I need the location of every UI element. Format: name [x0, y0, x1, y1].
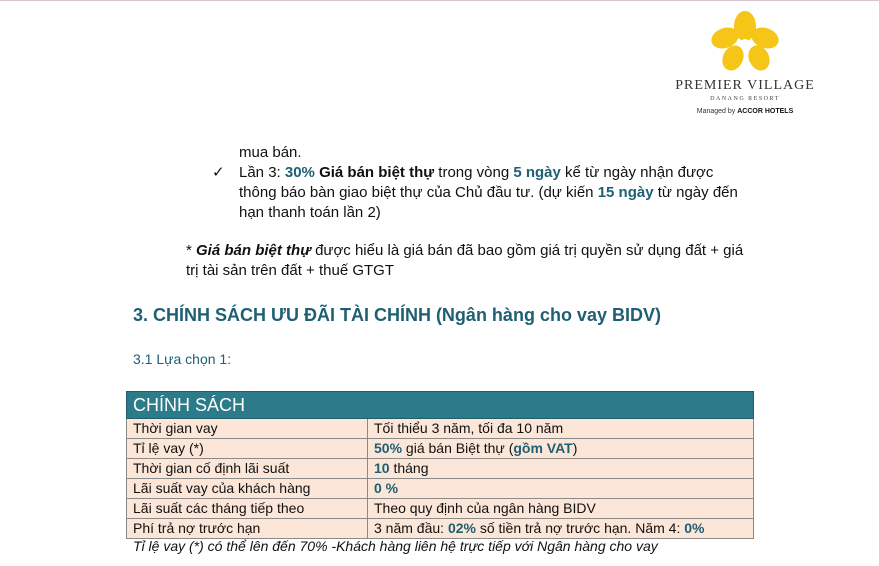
r3-v-a: 0 % — [374, 480, 399, 496]
row-label: Thời gian cố định lãi suất — [127, 459, 368, 479]
table-footnote: Tỉ lệ vay (*) có thể lên đến 70% -Khách hàng liên hệ trực tiếp với Ngân hàng cho vay — [133, 538, 658, 554]
def-star: * — [186, 242, 197, 259]
brand-name: PREMIER VILLAGE — [675, 78, 815, 93]
row-value — [368, 459, 754, 479]
table-row — [127, 419, 754, 439]
r2-v-a: 10 — [374, 460, 390, 476]
flower-icon — [709, 10, 781, 74]
brand-subtitle: DANANG RESORT — [710, 96, 780, 102]
table-header: CHÍNH SÁCH — [127, 392, 754, 419]
managed-prefix: Managed by — [696, 108, 736, 115]
l4-a: thông báo bàn giao biệt thự của Chủ đầu tư. (dự kiến — [239, 184, 598, 201]
body-line-3: hạn thanh toán lần 2) — [239, 204, 381, 221]
checkmark-icon: ✓ — [212, 164, 225, 181]
top-border — [0, 0, 879, 1]
resort-logo — [675, 10, 815, 130]
body-line-0: mua bán. — [239, 144, 302, 161]
definition-line-2: trị tài sản trên đất + thuế GTGT — [186, 262, 395, 279]
row-label: Lãi suất vay của khách hàng — [127, 479, 368, 499]
policy-table — [126, 391, 754, 539]
r5-v-b: 02% — [447, 520, 476, 536]
table-row — [127, 459, 754, 479]
row-label: Lãi suất các tháng tiếp theo — [127, 499, 368, 519]
l3-c: Giá bán biệt thự — [314, 164, 435, 181]
r2-v-b: tháng — [389, 460, 429, 476]
row-label: Phí trả nợ trước hạn — [127, 519, 368, 539]
row-value — [368, 519, 754, 539]
l3-a: Lần 3: — [239, 164, 285, 181]
r1-v-b: giá bán Biệt thự ( — [402, 440, 514, 456]
section-heading: 3. CHÍNH SÁCH ƯU ĐÃI TÀI CHÍNH (Ngân hàng cho vay BIDV) — [133, 305, 661, 325]
table-row — [127, 439, 754, 459]
body-line-2 — [239, 183, 738, 203]
body-line-1 — [239, 163, 713, 183]
r1-v-d: ) — [572, 440, 578, 456]
row-label: Tỉ lệ vay (*) — [127, 439, 368, 459]
r1-v-a: 50% — [374, 440, 403, 456]
definition-line-1 — [186, 241, 743, 261]
row-value: Tối thiểu 3 năm, tối đa 10 năm — [368, 419, 754, 439]
l3-d: trong vòng — [434, 164, 514, 181]
row-value — [368, 479, 754, 499]
l3-f: kể từ ngày nhận được — [560, 164, 714, 181]
l4-b: 15 ngày — [597, 184, 654, 201]
subsection-heading: 3.1 Lựa chọn 1: — [133, 351, 232, 367]
r5-v-d: 0% — [684, 520, 705, 536]
l3-e: 5 ngày — [513, 164, 561, 181]
r5-v-c: số tiền trả nợ trước hạn. Năm 4: — [475, 520, 685, 536]
r1-v-c: gồm VAT — [513, 440, 573, 456]
table-row — [127, 519, 754, 539]
managed-by — [675, 108, 815, 115]
def-rest: được hiểu là giá bán đã bao gồm giá trị quyền sử dụng đất + giá — [310, 242, 744, 259]
managed-brand: ACCOR HOTELS — [737, 108, 794, 115]
l3-b: 30% — [284, 164, 315, 181]
row-value — [368, 439, 754, 459]
r5-v-a: 3 năm đầu: — [374, 520, 448, 536]
table-row — [127, 499, 754, 519]
row-value: Theo quy định của ngân hàng BIDV — [368, 499, 754, 519]
table-row — [127, 479, 754, 499]
l4-c: từ ngày đến — [653, 184, 738, 201]
def-bold: Giá bán biệt thự — [196, 242, 311, 259]
row-label: Thời gian vay — [127, 419, 368, 439]
